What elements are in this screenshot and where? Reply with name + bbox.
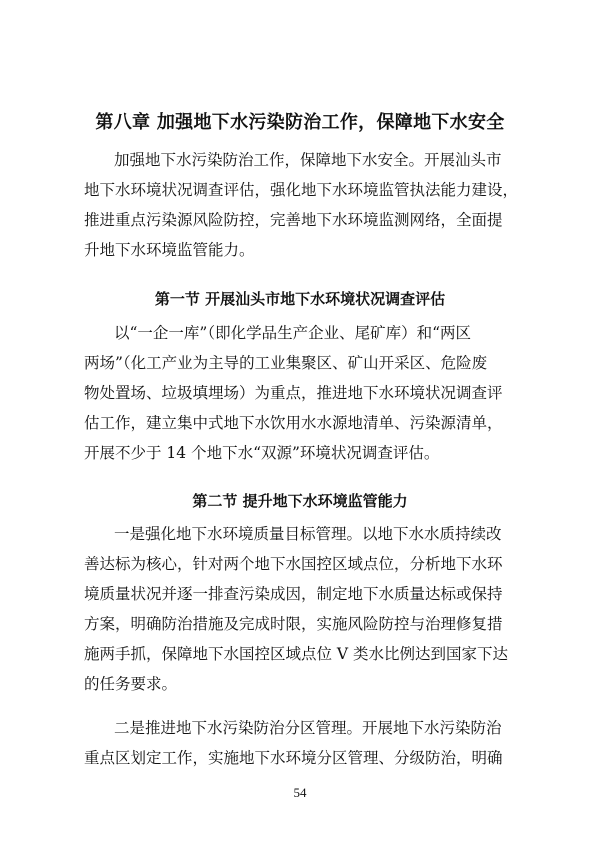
paragraph-line: 重点区划定工作，实施地下水环境分区管理、分级防治，明确 xyxy=(84,749,503,767)
section-1-paragraph xyxy=(84,318,524,468)
section-1-title: 第一节 开展汕头市地下水环境状况调查评估 xyxy=(154,290,446,308)
section-2-paragraph-1 xyxy=(84,519,524,699)
page-number: 54 xyxy=(293,785,307,800)
paragraph-line: 施两手抓，保障地下水国控区域点位 V 类水比例达到国家下达 xyxy=(84,645,509,663)
section-2-paragraph-2 xyxy=(84,713,524,773)
paragraph-line: 的任务要求。 xyxy=(84,675,178,693)
paragraph-line: 地下水环境状况调查评估，强化地下水环境监管执法能力建设， xyxy=(84,181,519,199)
paragraph-line: 两场”（化工产业为主导的工业集聚区、矿山开采区、危险废 xyxy=(84,354,488,372)
paragraph-line: 估工作，建立集中式地下水饮用水水源地清单、污染源清单， xyxy=(84,414,503,432)
paragraph-line: 善达标为核心，针对两个地下水国控区域点位，分析地下水环 xyxy=(84,555,503,573)
section-2-title: 第二节 提升地下水环境监管能力 xyxy=(192,492,408,510)
paragraph-line: 加强地下水污染防治工作，保障地下水安全。开展汕头市 xyxy=(114,151,502,169)
paragraph-line: 推进重点污染源风险防控，完善地下水环境监测网络，全面提 xyxy=(84,211,503,229)
paragraph-line: 境质量状况并逐一排查污染成因，制定地下水质量达标或保持 xyxy=(84,585,503,603)
paragraph-line: 方案，明确防治措施及完成时限，实施风险防控与治理修复措 xyxy=(84,615,503,633)
paragraph-line: 一是强化地下水环境质量目标管理。以地下水水质持续改 xyxy=(114,525,502,543)
paragraph-line: 以“一企一库”（即化学品生产企业、尾矿库）和“两区 xyxy=(114,324,472,342)
chapter-title: 第八章 加强地下水污染防治工作，保障地下水安全 xyxy=(95,112,505,133)
paragraph-line: 升地下水环境监管能力。 xyxy=(84,241,255,259)
chapter-intro-paragraph xyxy=(84,145,524,265)
paragraph-line: 物处置场、垃圾填埋场）为重点，推进地下水环境状况调查评 xyxy=(84,384,503,402)
paragraph-line: 二是推进地下水污染防治分区管理。开展地下水污染防治 xyxy=(114,719,502,737)
paragraph-line: 开展不少于 14 个地下水“双源”环境状况调查评估。 xyxy=(84,444,440,462)
